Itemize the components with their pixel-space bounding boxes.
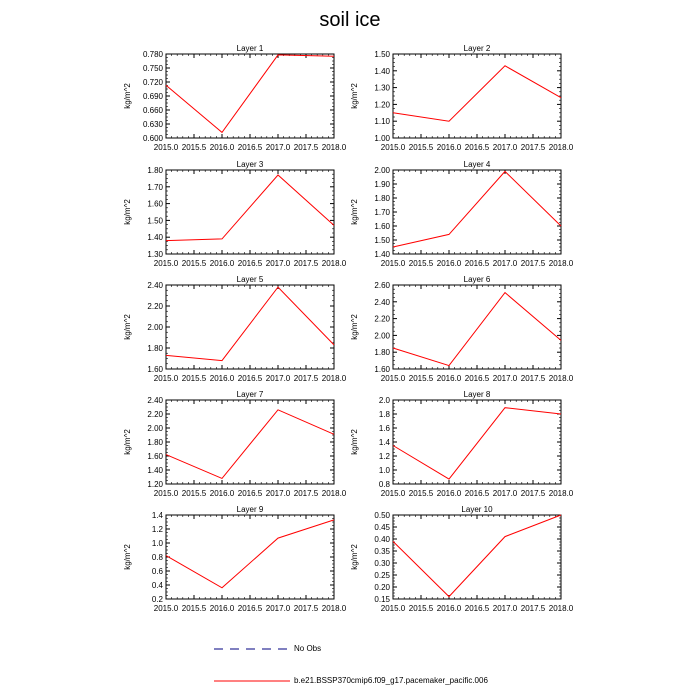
x-tick-label-7: 2015.5	[181, 489, 207, 498]
x-tick-label-10: 2015.0	[380, 604, 406, 613]
x-tick-label-3: 2018.0	[321, 259, 347, 268]
legend-obs-label: No Obs	[294, 644, 322, 653]
x-tick-label-5: 2015.0	[153, 374, 179, 383]
series-line-layer-10	[393, 515, 561, 597]
y-tick-label-4: 1.50	[374, 236, 390, 245]
series-line-layer-3	[166, 175, 334, 241]
y-tick-label-7: 2.40	[147, 396, 163, 405]
y-tick-label-10: 0.50	[374, 511, 390, 520]
y-tick-label-8: 1.0	[378, 466, 390, 475]
y-tick-label-6: 2.40	[374, 297, 390, 307]
y-axis-label-9: kg/m^2	[123, 544, 132, 570]
x-tick-label-10: 2017.0	[492, 604, 518, 613]
x-tick-label-2: 2016.0	[436, 143, 462, 152]
x-tick-label-6: 2017.0	[492, 374, 518, 383]
x-tick-label-8: 2016.0	[436, 489, 462, 498]
y-tick-label-3: 1.50	[147, 216, 163, 226]
plot-title-6: Layer 6	[463, 275, 491, 284]
y-tick-label-4: 2.00	[374, 166, 390, 175]
y-tick-label-2: 1.50	[374, 50, 390, 59]
x-tick-label-1: 2016.0	[209, 143, 235, 152]
y-tick-label-2: 1.00	[374, 134, 390, 143]
x-tick-label-7: 2017.5	[293, 489, 319, 498]
y-tick-label-2: 1.10	[374, 117, 390, 127]
x-tick-label-2: 2016.5	[464, 143, 490, 152]
y-axis-label-6: kg/m^2	[350, 314, 359, 340]
legend-model-label: b.e21.BSSP370cmip6.f09_g17.pacemaker_pacific.006	[294, 676, 488, 685]
x-tick-label-4: 2015.0	[380, 259, 406, 268]
y-tick-label-6: 2.60	[374, 281, 390, 290]
x-tick-label-3: 2015.5	[181, 259, 207, 268]
x-tick-label-6: 2017.5	[520, 374, 546, 383]
x-tick-label-2: 2017.5	[520, 143, 546, 152]
series-line-layer-7	[166, 410, 334, 479]
x-tick-label-9: 2016.0	[209, 604, 235, 613]
y-tick-label-10: 0.20	[374, 583, 390, 592]
y-tick-label-1: 0.660	[142, 106, 163, 115]
x-tick-label-3: 2015.0	[153, 259, 179, 268]
y-tick-label-8: 2.0	[378, 396, 390, 405]
y-tick-label-5: 1.60	[147, 365, 163, 374]
x-tick-label-5: 2017.0	[265, 374, 291, 383]
y-axis-label-2: kg/m^2	[350, 83, 359, 109]
plot-frame-8	[393, 400, 561, 484]
y-axis-label-3: kg/m^2	[123, 199, 132, 225]
y-tick-label-1: 0.750	[142, 64, 163, 73]
y-tick-label-10: 0.45	[374, 523, 390, 532]
y-axis-label-4: kg/m^2	[350, 199, 359, 225]
figure-title: soil ice	[319, 9, 381, 31]
y-tick-label-6: 1.60	[374, 365, 390, 374]
x-tick-label-1: 2017.0	[265, 143, 291, 152]
x-tick-label-8: 2015.5	[408, 489, 434, 498]
x-tick-label-7: 2018.0	[321, 489, 347, 498]
x-tick-label-9: 2017.0	[265, 604, 291, 613]
y-tick-label-2: 1.40	[374, 66, 390, 76]
x-tick-label-10: 2016.5	[464, 604, 490, 613]
series-line-layer-8	[393, 408, 561, 479]
x-tick-label-6: 2018.0	[548, 374, 574, 383]
y-tick-label-3: 1.70	[147, 182, 163, 192]
plot-title-7: Layer 7	[236, 390, 264, 399]
y-tick-label-6: 2.00	[374, 331, 390, 341]
x-tick-label-7: 2016.5	[237, 489, 263, 498]
y-tick-label-1: 0.600	[142, 134, 163, 143]
y-tick-label-7: 1.60	[147, 452, 163, 461]
y-tick-label-3: 1.40	[147, 233, 163, 243]
y-tick-label-8: 1.4	[378, 438, 390, 447]
y-tick-label-10: 0.15	[374, 595, 390, 604]
x-tick-label-1: 2017.5	[293, 143, 319, 152]
x-tick-label-7: 2015.0	[153, 489, 179, 498]
plot-title-1: Layer 1	[236, 44, 264, 53]
x-tick-label-9: 2017.5	[293, 604, 319, 613]
x-tick-label-4: 2016.0	[436, 259, 462, 268]
y-tick-label-7: 1.80	[147, 438, 163, 447]
plot-title-4: Layer 4	[463, 160, 491, 169]
y-tick-label-8: 1.8	[378, 410, 390, 419]
x-tick-label-1: 2015.5	[181, 143, 207, 152]
x-tick-label-6: 2015.5	[408, 374, 434, 383]
x-tick-label-5: 2017.5	[293, 374, 319, 383]
y-tick-label-8: 0.8	[378, 480, 390, 489]
x-tick-label-5: 2015.5	[181, 374, 207, 383]
x-tick-label-2: 2018.0	[548, 143, 574, 152]
x-tick-label-1: 2018.0	[321, 143, 347, 152]
x-tick-label-9: 2015.0	[153, 604, 179, 613]
x-tick-label-6: 2016.0	[436, 374, 462, 383]
plot-title-9: Layer 9	[236, 505, 264, 514]
x-tick-label-9: 2016.5	[237, 604, 263, 613]
plot-title-8: Layer 8	[463, 390, 491, 399]
y-tick-label-9: 1.0	[151, 539, 163, 548]
y-tick-label-10: 0.25	[374, 571, 390, 580]
y-tick-label-9: 1.2	[151, 525, 163, 534]
series-line-layer-6	[393, 293, 561, 366]
plot-frame-10	[393, 515, 561, 599]
y-tick-label-9: 0.8	[151, 553, 163, 562]
x-tick-label-4: 2016.5	[464, 259, 490, 268]
y-tick-label-7: 1.20	[147, 480, 163, 489]
x-tick-label-10: 2015.5	[408, 604, 434, 613]
series-line-layer-4	[393, 171, 561, 247]
y-tick-label-3: 1.60	[147, 199, 163, 209]
plot-title-2: Layer 2	[463, 44, 491, 53]
y-tick-label-7: 2.20	[147, 410, 163, 419]
y-axis-label-7: kg/m^2	[123, 429, 132, 455]
x-tick-label-8: 2015.0	[380, 489, 406, 498]
x-tick-label-6: 2015.0	[380, 374, 406, 383]
y-tick-label-10: 0.35	[374, 547, 390, 556]
series-line-layer-5	[166, 287, 334, 361]
x-tick-label-8: 2016.5	[464, 489, 490, 498]
plot-frame-1	[166, 54, 334, 138]
y-tick-label-4: 1.70	[374, 208, 390, 217]
y-tick-label-1: 0.780	[142, 50, 163, 59]
y-tick-label-2: 1.20	[374, 100, 390, 110]
plot-frame-2	[393, 54, 561, 138]
y-tick-label-5: 2.20	[147, 302, 163, 311]
x-tick-label-2: 2015.5	[408, 143, 434, 152]
series-line-layer-2	[393, 66, 561, 121]
y-tick-label-2: 1.30	[374, 83, 390, 93]
y-tick-label-4: 1.80	[374, 194, 390, 203]
y-tick-label-4: 1.60	[374, 222, 390, 231]
y-tick-label-9: 0.2	[151, 595, 163, 604]
plot-frame-3	[166, 170, 334, 254]
x-tick-label-9: 2018.0	[321, 604, 347, 613]
y-tick-label-1: 0.630	[142, 120, 163, 129]
x-tick-label-4: 2015.5	[408, 259, 434, 268]
x-tick-label-1: 2015.0	[153, 143, 179, 152]
series-line-layer-9	[166, 520, 334, 588]
y-tick-label-8: 1.6	[378, 424, 390, 433]
y-tick-label-4: 1.40	[374, 250, 390, 259]
y-tick-label-9: 0.6	[151, 567, 163, 576]
y-tick-label-7: 1.40	[147, 466, 163, 475]
x-tick-label-8: 2017.5	[520, 489, 546, 498]
y-tick-label-5: 2.40	[147, 281, 163, 290]
y-tick-label-1: 0.690	[142, 92, 163, 101]
y-tick-label-10: 0.40	[374, 535, 390, 544]
x-tick-label-3: 2016.0	[209, 259, 235, 268]
x-tick-label-3: 2016.5	[237, 259, 263, 268]
x-tick-label-5: 2018.0	[321, 374, 347, 383]
x-tick-label-1: 2016.5	[237, 143, 263, 152]
y-tick-label-6: 1.80	[374, 348, 390, 358]
x-tick-label-2: 2017.0	[492, 143, 518, 152]
y-tick-label-10: 0.30	[374, 559, 390, 568]
plot-frame-7	[166, 400, 334, 484]
y-axis-label-10: kg/m^2	[350, 544, 359, 570]
series-line-layer-1	[166, 55, 334, 132]
y-axis-label-1: kg/m^2	[123, 83, 132, 109]
x-tick-label-3: 2017.5	[293, 259, 319, 268]
x-tick-label-3: 2017.0	[265, 259, 291, 268]
x-tick-label-9: 2015.5	[181, 604, 207, 613]
y-tick-label-5: 2.00	[147, 323, 163, 332]
y-tick-label-9: 1.4	[151, 511, 163, 520]
y-tick-label-7: 2.00	[147, 424, 163, 433]
x-tick-label-7: 2017.0	[265, 489, 291, 498]
y-tick-label-9: 0.4	[151, 581, 163, 590]
x-tick-label-5: 2016.0	[209, 374, 235, 383]
plot-title-5: Layer 5	[236, 275, 264, 284]
x-tick-label-10: 2017.5	[520, 604, 546, 613]
x-tick-label-5: 2016.5	[237, 374, 263, 383]
x-tick-label-4: 2017.5	[520, 259, 546, 268]
y-tick-label-1: 0.720	[142, 78, 163, 87]
y-tick-label-3: 1.30	[147, 250, 163, 259]
x-tick-label-6: 2016.5	[464, 374, 490, 383]
y-tick-label-6: 2.20	[374, 314, 390, 324]
x-tick-label-8: 2017.0	[492, 489, 518, 498]
plot-title-3: Layer 3	[236, 160, 264, 169]
x-tick-label-7: 2016.0	[209, 489, 235, 498]
x-tick-label-4: 2017.0	[492, 259, 518, 268]
y-axis-label-5: kg/m^2	[123, 314, 132, 340]
y-tick-label-3: 1.80	[147, 166, 163, 175]
plot-frame-5	[166, 285, 334, 369]
y-tick-label-4: 1.90	[374, 180, 390, 189]
x-tick-label-10: 2018.0	[548, 604, 574, 613]
x-tick-label-2: 2015.0	[380, 143, 406, 152]
y-tick-label-5: 1.80	[147, 344, 163, 353]
y-axis-label-8: kg/m^2	[350, 429, 359, 455]
x-tick-label-4: 2018.0	[548, 259, 574, 268]
y-tick-label-8: 1.2	[378, 452, 390, 461]
x-tick-label-10: 2016.0	[436, 604, 462, 613]
x-tick-label-8: 2018.0	[548, 489, 574, 498]
plot-title-10: Layer 10	[461, 505, 493, 514]
